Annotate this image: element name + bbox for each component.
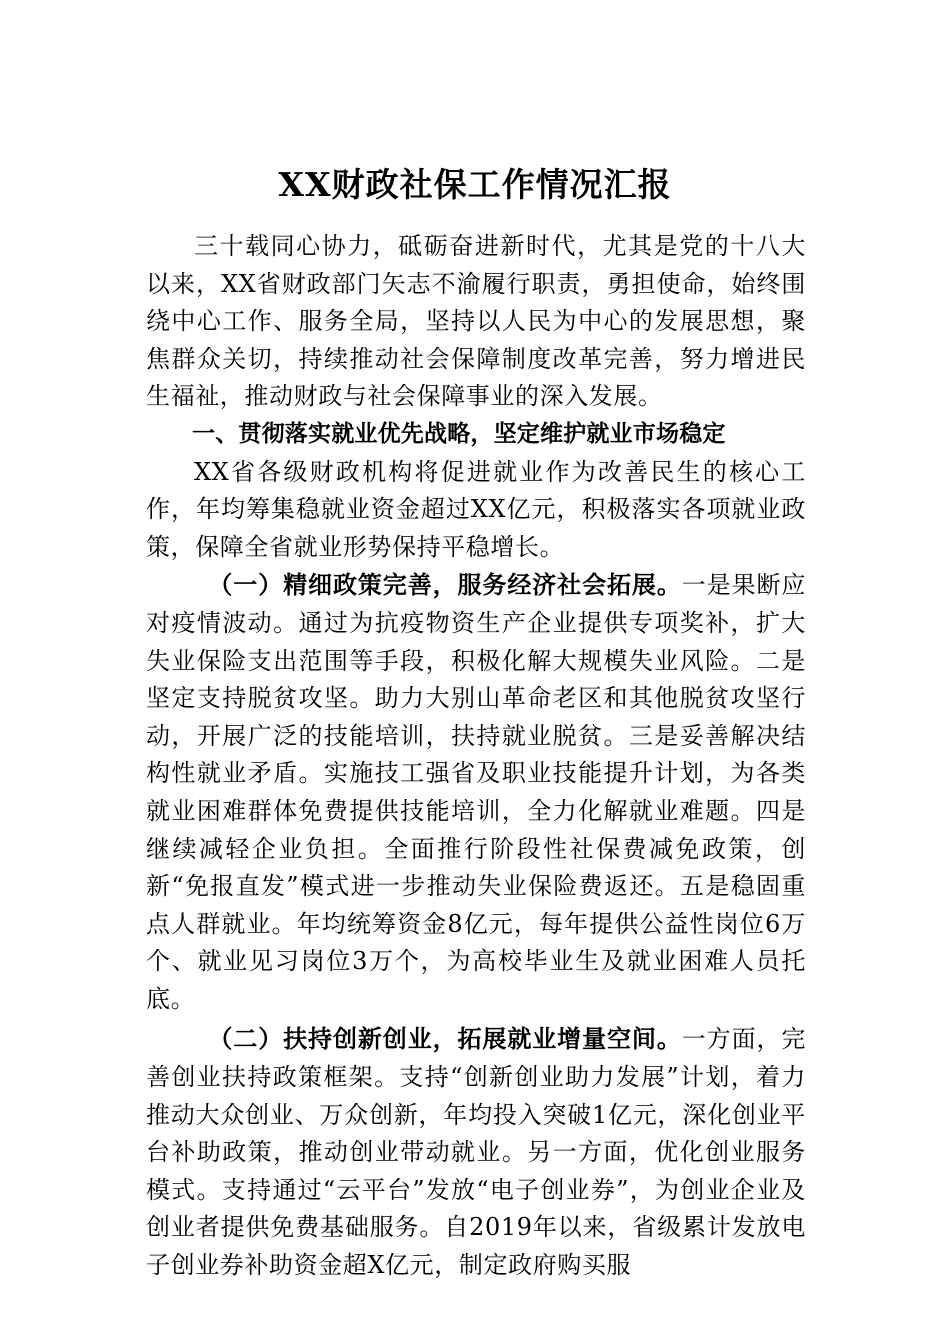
subsection-1-paragraph: [146, 566, 806, 1018]
subsection-2-lead: （二）扶持创新创业，拓展就业增量空间。: [208, 1024, 682, 1054]
subsection-1-text: 一是果断应对疫情波动。通过为抗疫物资生产企业提供专项奖补，扩大失业保险支出范围等手段，积极化解大规模失业风险。二是坚定支持脱贫攻坚。助力大别山革命老区和其他脱贫攻坚行动，开展广泛的技能培训，扶持就业脱贫。三是妥善解决结构性就业矛盾。实施技工强省及职业技能提升计划，为各类就业困难群体免费提供技能培训，全力化解就业难题。四是继续减轻企业负担。全面推行阶段性社保费减免政策，创新“免报直发”模式进一步推动失业保险费返还。五是稳固重点人群就业。年均统筹资金8亿元，每年提供公益性岗位6万个、就业见习岗位3万个，为高校毕业生及就业困难人员托底。: [146, 571, 807, 1013]
document-title: XX财政社保工作情况汇报: [278, 165, 672, 204]
subsection-2-text: 一方面，完善创业扶持政策框架。支持“创新创业助力发展”计划，着力推动大众创业、万众创新，年均投入突破1亿元，深化创业平台补助政策，推动创业带动就业。另一方面，优化创业服务模式。支持通过“云平台”发放“电子创业券”，为创业企业及创业者提供免费基础服务。自2019年以来，省级累计发放电子创业券补助资金超X亿元，制定政府购买服: [146, 1025, 807, 1280]
subsection-2-paragraph: [146, 1020, 806, 1284]
intro-paragraph: 三十载同心协力，砥砺奋进新时代，尤其是党的十八大以来，XX省财政部门矢志不渝履行职责，勇担使命，始终围绕中心工作、服务全局，坚持以人民为中心的发展思想，聚焦群众关切，持续推动社会保障制度改革完善，努力增进民生福祉，推动财政与社会保障事业的深入发展。: [146, 232, 806, 411]
section-intro-paragraph: XX省各级财政机构将促进就业作为改善民生的核心工作，年均筹集稳就业资金超过XX亿元，积极落实各项就业政策，保障全省就业形势保持平稳增长。: [146, 457, 806, 561]
document-body: [146, 228, 806, 1285]
section-heading: 一、贯彻落实就业优先战略，坚定维护就业市场稳定: [192, 420, 726, 447]
subsection-1-lead: （一）精细政策完善，服务经济社会拓展。: [208, 570, 682, 600]
